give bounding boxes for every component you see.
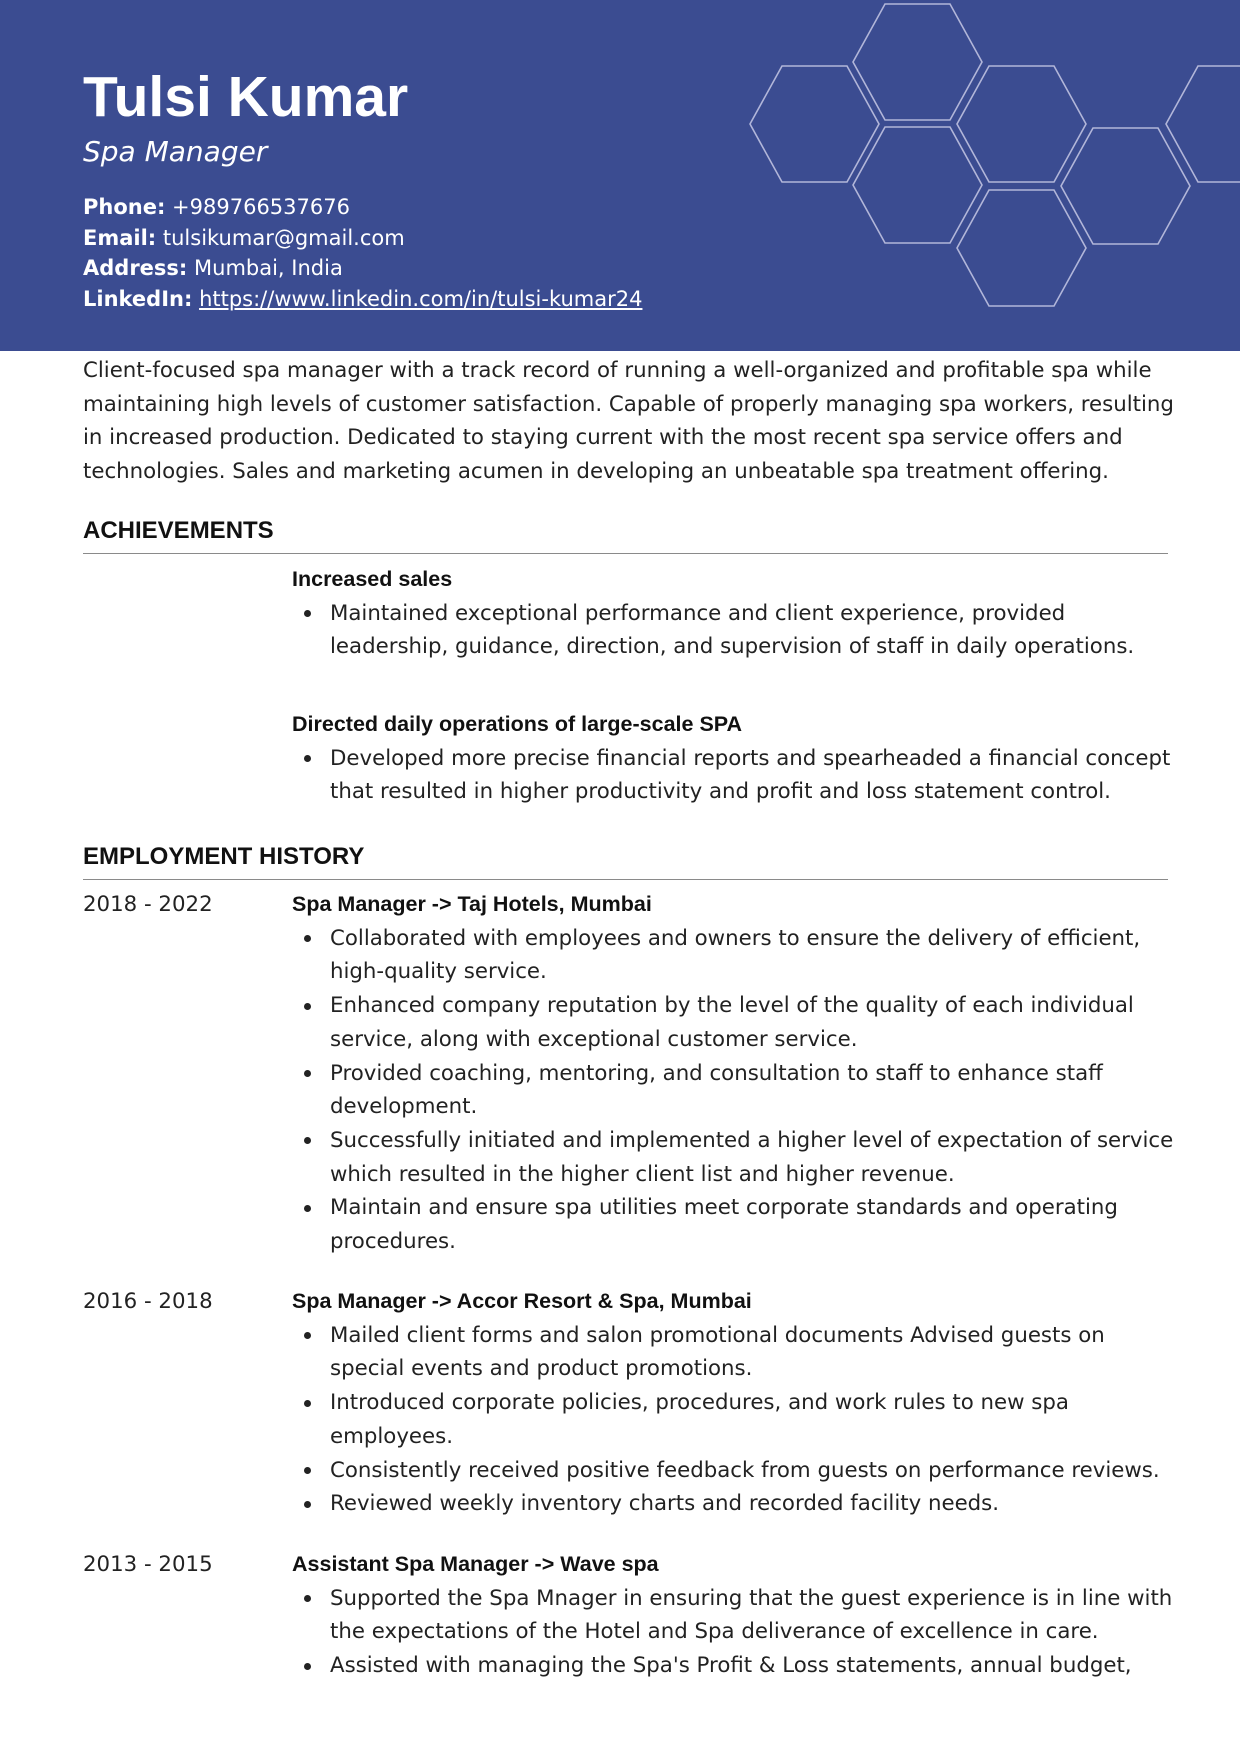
achievements-heading: ACHIEVEMENTS bbox=[83, 517, 274, 544]
achievement-title: Directed daily operations of large-scale SPA bbox=[292, 712, 743, 736]
employment-dates: 2016 - 2018 bbox=[83, 1289, 213, 1314]
bullet-text: Successfully initiated and implemented a higher level of expectation of service which resulted in the higher client list and higher revenue. bbox=[330, 1127, 1174, 1187]
bullet-item bbox=[292, 597, 1182, 664]
bullet-item bbox=[292, 1191, 1182, 1258]
bullet-list bbox=[292, 1319, 1182, 1521]
bullet-text: Introduced corporate policies, procedures, and work rules to new spa employees. bbox=[330, 1390, 1069, 1449]
bullet-text: Provided coaching, mentoring, and consultation to staff to enhance staff development. bbox=[330, 1060, 1103, 1120]
hexagon-shape bbox=[1061, 128, 1190, 244]
bullet-item bbox=[292, 1319, 1182, 1386]
linkedin-link[interactable]: https://www.linkedin.com/in/tulsi-kumar24 bbox=[199, 286, 643, 311]
contact-label: Address: bbox=[83, 256, 188, 280]
bullet-dot bbox=[304, 1332, 311, 1339]
bullet-text: Reviewed weekly inventory charts and recorded facility needs. bbox=[330, 1491, 1000, 1517]
contact-address bbox=[83, 253, 642, 284]
bullet-item bbox=[292, 1582, 1182, 1649]
bullet-item bbox=[292, 1124, 1182, 1191]
bullet-dot bbox=[304, 1467, 311, 1474]
email-value: tulsikumar@gmail.com bbox=[162, 225, 405, 250]
bullet-dot bbox=[304, 1205, 311, 1212]
section-divider bbox=[83, 553, 1168, 554]
bullet-dot bbox=[304, 755, 311, 762]
hexagon-shape bbox=[957, 190, 1086, 306]
bullet-item bbox=[292, 989, 1182, 1056]
contact-phone bbox=[83, 192, 642, 223]
hexagon-shape bbox=[750, 66, 879, 182]
address-value: Mumbai, India bbox=[194, 256, 343, 280]
bullet-dot bbox=[304, 935, 311, 942]
phone-value: +989766537676 bbox=[172, 195, 350, 219]
bullet-dot bbox=[304, 1663, 311, 1670]
achievement-title: Increased sales bbox=[292, 567, 453, 591]
bullet-list bbox=[292, 922, 1182, 1259]
bullet-item bbox=[292, 1649, 1182, 1683]
contact-label: Email: bbox=[83, 225, 157, 250]
section-divider bbox=[83, 879, 1168, 880]
bullet-text: Developed more precise financial reports and spearheaded a financial concept that resulted in higher productivity and profit and loss statement control. bbox=[330, 745, 1171, 805]
employment-heading: EMPLOYMENT HISTORY bbox=[83, 843, 365, 870]
bullet-text: Maintain and ensure spa utilities meet corporate standards and operating procedures. bbox=[330, 1195, 1118, 1255]
contact-label: Phone: bbox=[83, 195, 166, 219]
employment-dates: 2018 - 2022 bbox=[83, 892, 213, 917]
bullet-text: Mailed client forms and salon promotional documents Advised guests on special events and product promotions. bbox=[330, 1322, 1105, 1382]
hexagon-shape bbox=[1166, 66, 1240, 182]
job-title: Spa Manager bbox=[83, 135, 268, 168]
profile-summary: Client-focused spa manager with a track record of running a well-organized and profitable spa while maintaining high levels of customer satisfaction. Capable of properly managing spa workers, resulting in increased production. Dedicated to staying current with the most recent spa service offers and technologies. Sales and marketing acumen in developing an unbeatable spa treatment offering. bbox=[83, 358, 1174, 485]
contact-label: LinkedIn: bbox=[83, 286, 193, 311]
bullet-list bbox=[292, 1582, 1182, 1683]
bullet-list bbox=[292, 742, 1182, 809]
hexagon-shape bbox=[853, 127, 982, 243]
bullet-text: Maintained exceptional performance and client experience, provided leadership, guidance, direction, and supervision of staff in daily operations. bbox=[330, 600, 1135, 660]
bullet-text: Collaborated with employees and owners to ensure the delivery of efficient, high-quality service. bbox=[330, 925, 1141, 985]
contact-linkedin bbox=[83, 284, 642, 315]
bullet-item bbox=[292, 1386, 1182, 1453]
bullet-text: Supported the Spa Mnager in ensuring that the guest experience is in line with the expectations of the Hotel and Spa deliverance of excellence in care. bbox=[330, 1585, 1173, 1645]
bullet-dot bbox=[304, 1070, 311, 1077]
bullet-item bbox=[292, 1057, 1182, 1124]
bullet-dot bbox=[304, 1595, 311, 1602]
bullet-item bbox=[292, 1487, 1182, 1521]
employment-title: Spa Manager -> Accor Resort & Spa, Mumbai bbox=[292, 1289, 752, 1313]
bullet-list bbox=[292, 597, 1182, 664]
bullet-dot bbox=[304, 1501, 311, 1508]
candidate-name: Tulsi Kumar bbox=[83, 65, 409, 129]
contact-info bbox=[83, 192, 642, 314]
bullet-text: Enhanced company reputation by the level of the quality of each individual service, along with exceptional customer service. bbox=[330, 993, 1134, 1052]
employment-title: Assistant Spa Manager -> Wave spa bbox=[292, 1552, 659, 1576]
employment-title: Spa Manager -> Taj Hotels, Mumbai bbox=[292, 892, 652, 916]
hexagon-shape bbox=[853, 4, 982, 120]
hexagon-shape bbox=[957, 66, 1086, 182]
bullet-dot bbox=[304, 1400, 311, 1407]
bullet-item bbox=[292, 922, 1182, 989]
bullet-item bbox=[292, 742, 1182, 809]
bullet-dot bbox=[304, 1003, 311, 1010]
employment-dates: 2013 - 2015 bbox=[83, 1552, 213, 1577]
bullet-text: Consistently received positive feedback from guests on performance reviews. bbox=[330, 1457, 1160, 1483]
bullet-item bbox=[292, 1454, 1182, 1488]
bullet-dot bbox=[304, 1137, 311, 1144]
contact-email bbox=[83, 223, 642, 254]
bullet-dot bbox=[304, 610, 311, 617]
bullet-text: Assisted with managing the Spa's Profit & Loss statements, annual budget, bbox=[330, 1653, 1132, 1679]
resume-header bbox=[0, 0, 1240, 351]
